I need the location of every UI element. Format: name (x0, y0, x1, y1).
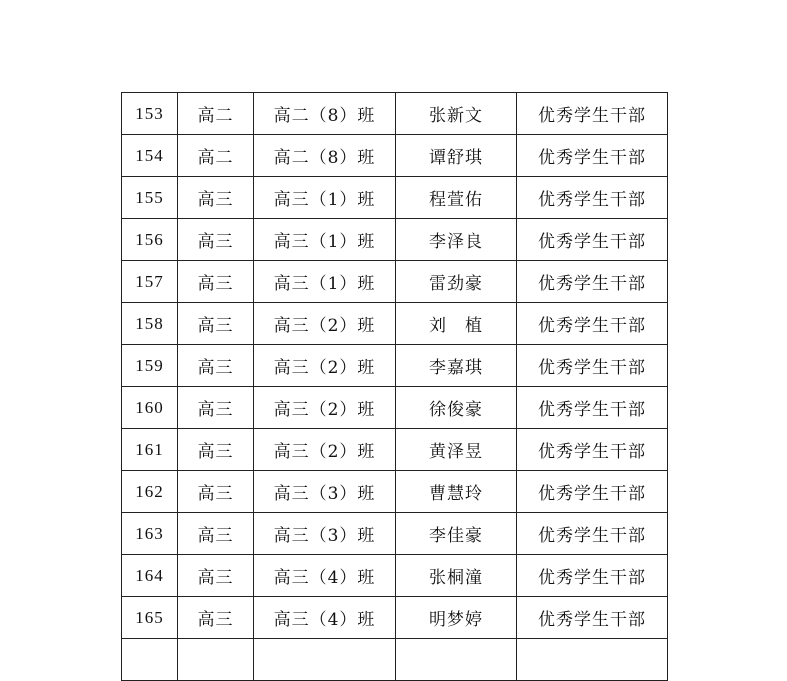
grade-cell: 高三 (178, 429, 254, 471)
award-roster-table (121, 92, 668, 681)
student-name-cell: 曹慧玲 (396, 471, 517, 513)
row-number-cell: 155 (122, 177, 178, 219)
table-row (122, 261, 668, 303)
grade-cell: 高三 (178, 387, 254, 429)
class-cell: 高三（4）班 (254, 555, 396, 597)
student-name-cell: 程萱佑 (396, 177, 517, 219)
grade-cell: 高三 (178, 513, 254, 555)
award-cell: 优秀学生干部 (517, 555, 668, 597)
class-cell: 高三（2）班 (254, 303, 396, 345)
award-cell: 优秀学生干部 (517, 219, 668, 261)
award-cell: 优秀学生干部 (517, 429, 668, 471)
grade-cell: 高三 (178, 303, 254, 345)
award-cell: 优秀学生干部 (517, 261, 668, 303)
grade-cell: 高三 (178, 177, 254, 219)
student-name-cell: 明梦婷 (396, 597, 517, 639)
grade-cell: 高三 (178, 555, 254, 597)
table-row (122, 513, 668, 555)
row-number-cell: 160 (122, 387, 178, 429)
grade-cell: 高三 (178, 597, 254, 639)
grade-cell: 高三 (178, 219, 254, 261)
award-cell: 优秀学生干部 (517, 513, 668, 555)
award-cell: 优秀学生干部 (517, 597, 668, 639)
grade-cell: 高三 (178, 471, 254, 513)
row-number-cell: 153 (122, 93, 178, 135)
row-number-cell: 158 (122, 303, 178, 345)
row-number-cell: 163 (122, 513, 178, 555)
student-name-cell: 李佳豪 (396, 513, 517, 555)
class-cell: 高三（2）班 (254, 387, 396, 429)
grade-cell: 高三 (178, 345, 254, 387)
table-row (122, 303, 668, 345)
row-number-cell: 164 (122, 555, 178, 597)
award-cell: 优秀学生干部 (517, 471, 668, 513)
student-name-cell: 张新文 (396, 93, 517, 135)
class-cell: 高三（3）班 (254, 471, 396, 513)
table-row (122, 429, 668, 471)
table-row (122, 597, 668, 639)
row-number-cell: 156 (122, 219, 178, 261)
class-cell: 高三（1）班 (254, 219, 396, 261)
table-row (122, 471, 668, 513)
row-number-cell: 157 (122, 261, 178, 303)
class-cell: 高二（8）班 (254, 93, 396, 135)
class-cell: 高三（2）班 (254, 429, 396, 471)
table-row (122, 135, 668, 177)
award-cell: 优秀学生干部 (517, 177, 668, 219)
table-row (122, 177, 668, 219)
student-name-cell: 雷劲豪 (396, 261, 517, 303)
award-cell: 优秀学生干部 (517, 135, 668, 177)
student-name-cell: 张桐潼 (396, 555, 517, 597)
table-row (122, 345, 668, 387)
student-name-cell: 徐俊豪 (396, 387, 517, 429)
class-cell: 高三（2）班 (254, 345, 396, 387)
class-cell: 高二（8）班 (254, 135, 396, 177)
class-cell: 高三（1）班 (254, 177, 396, 219)
student-name-cell: 黄泽昱 (396, 429, 517, 471)
table-row (122, 555, 668, 597)
award-roster-body (122, 93, 668, 681)
award-cell: 优秀学生干部 (517, 345, 668, 387)
award-cell: 优秀学生干部 (517, 93, 668, 135)
grade-cell: 高二 (178, 93, 254, 135)
table-row (122, 219, 668, 261)
row-number-cell: 162 (122, 471, 178, 513)
row-number-cell: 161 (122, 429, 178, 471)
table-row (122, 93, 668, 135)
student-name-cell: 李泽良 (396, 219, 517, 261)
class-cell: 高三（3）班 (254, 513, 396, 555)
row-number-cell: 165 (122, 597, 178, 639)
class-cell: 高三（4）班 (254, 597, 396, 639)
grade-cell: 高二 (178, 135, 254, 177)
award-cell: 优秀学生干部 (517, 303, 668, 345)
row-number-cell: 154 (122, 135, 178, 177)
class-cell: 高三（1）班 (254, 261, 396, 303)
row-number-cell: 159 (122, 345, 178, 387)
grade-cell: 高三 (178, 261, 254, 303)
student-name-cell: 谭舒琪 (396, 135, 517, 177)
student-name-cell: 刘 植 (396, 303, 517, 345)
table-row (122, 387, 668, 429)
award-cell: 优秀学生干部 (517, 387, 668, 429)
student-name-cell: 李嘉琪 (396, 345, 517, 387)
